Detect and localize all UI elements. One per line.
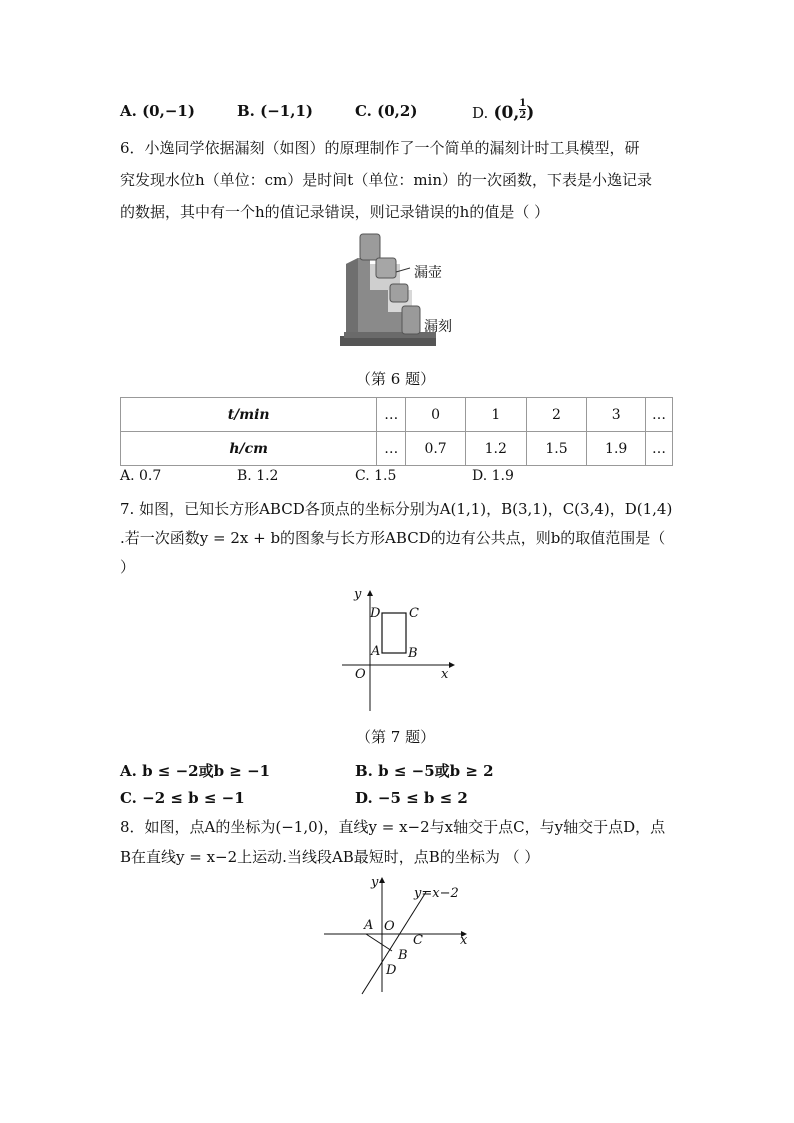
q6-option-c: C. 1.5 <box>355 468 397 484</box>
fig7-y-label: y <box>354 587 362 602</box>
q5-option-d-prefix: D. <box>472 103 489 122</box>
fig7-caption: （第 7 题） <box>356 728 436 746</box>
q8-line-2: B在直线y = x−2上运动.当线段AB最短时，点B的坐标为 （ ） <box>120 848 540 866</box>
q6-line-3: 的数据，其中有一个h的值记录错误，则记录错误的h的值是（ ） <box>120 203 550 221</box>
fig7-point-a: A <box>371 644 381 659</box>
fig8-point-a: A <box>364 918 374 933</box>
fraction-numerator: 1 <box>519 98 527 109</box>
table-cell: h/cm <box>121 432 377 466</box>
q5-option-d <box>472 98 534 124</box>
q6-line-1: 6．小逸同学依据漏刻（如图）的原理制作了一个简单的漏刻计时工具模型，研 <box>120 139 640 157</box>
fig6-caption: （第 6 题） <box>356 370 436 388</box>
q7-option-d: D. −5 ≤ b ≤ 2 <box>355 789 468 807</box>
q7-option-a: A. b ≤ −2或b ≥ −1 <box>120 762 271 780</box>
table-cell: … <box>377 398 406 432</box>
table-row <box>121 432 673 466</box>
table-cell: … <box>646 432 673 466</box>
fig8-origin-label: O <box>384 919 395 934</box>
fraction-denominator: 2 <box>519 110 527 121</box>
fig7-origin-label: O <box>355 667 366 682</box>
q7-option-b: B. b ≤ −5或b ≥ 2 <box>355 762 494 780</box>
table-cell: … <box>646 398 673 432</box>
q5-option-d-value: (0, <box>493 102 520 123</box>
q6-line-2: 究发现水位h（单位：cm）是时间t（单位：min）的一次函数，下表是小逸记录 <box>120 171 652 189</box>
fig8-point-d: D <box>386 963 397 978</box>
fig8-point-c: C <box>413 933 423 948</box>
table-cell: 1 <box>465 398 526 432</box>
q7-line-1: 7. 如图，已知长方形ABCD各顶点的坐标分别为A(1,1)，B(3,1)，C(3,4)，D(1,4) <box>120 500 673 518</box>
table-cell: 3 <box>587 398 646 432</box>
fig7-coordinate-diagram <box>338 585 458 715</box>
table-cell: 1.9 <box>587 432 646 466</box>
table-cell: 0 <box>406 398 466 432</box>
fig7-point-b: B <box>408 646 418 661</box>
q5-option-b: B. (−1,1) <box>237 102 313 120</box>
fig6-label-scale: 漏刻 <box>424 319 452 335</box>
table-cell: 1.5 <box>526 432 587 466</box>
fig7-point-c: C <box>409 606 419 621</box>
water-clock-figure <box>338 228 442 356</box>
table-cell: t/min <box>121 398 377 432</box>
q7-line-2: .若一次函数y = 2x + b的图象与长方形ABCD的边有公共点，则b的取值范围是（ <box>120 529 666 547</box>
fig8-y-label: y <box>371 875 379 890</box>
q7-line-3: ） <box>120 558 136 576</box>
q5-option-c: C. (0,2) <box>355 102 418 120</box>
fig7-point-d: D <box>370 606 381 621</box>
table-cell: … <box>377 432 406 466</box>
fig6-label-pot: 漏壶 <box>414 265 442 281</box>
table-cell: 0.7 <box>406 432 466 466</box>
q8-line-1: 8．如图，点A的坐标为(−1,0)，直线y = x−2与x轴交于点C，与y轴交于点D，点 <box>120 818 666 836</box>
fig8-point-b: B <box>398 948 408 963</box>
table-cell: 1.2 <box>465 432 526 466</box>
q6-data-table <box>120 397 673 466</box>
q6-option-d: D. 1.9 <box>472 468 514 484</box>
q5-option-a: A. (0,−1) <box>120 102 195 120</box>
fig7-x-label: x <box>441 667 449 682</box>
fig8-line-label: y=x−2 <box>414 886 459 901</box>
q6-option-a: A. 0.7 <box>120 468 162 484</box>
table-cell: 2 <box>526 398 587 432</box>
q5-option-d-close: ) <box>526 102 535 123</box>
q6-option-b: B. 1.2 <box>237 468 279 484</box>
fig8-x-label: x <box>460 933 468 948</box>
table-row <box>121 398 673 432</box>
q7-option-c: C. −2 ≤ b ≤ −1 <box>120 789 245 807</box>
